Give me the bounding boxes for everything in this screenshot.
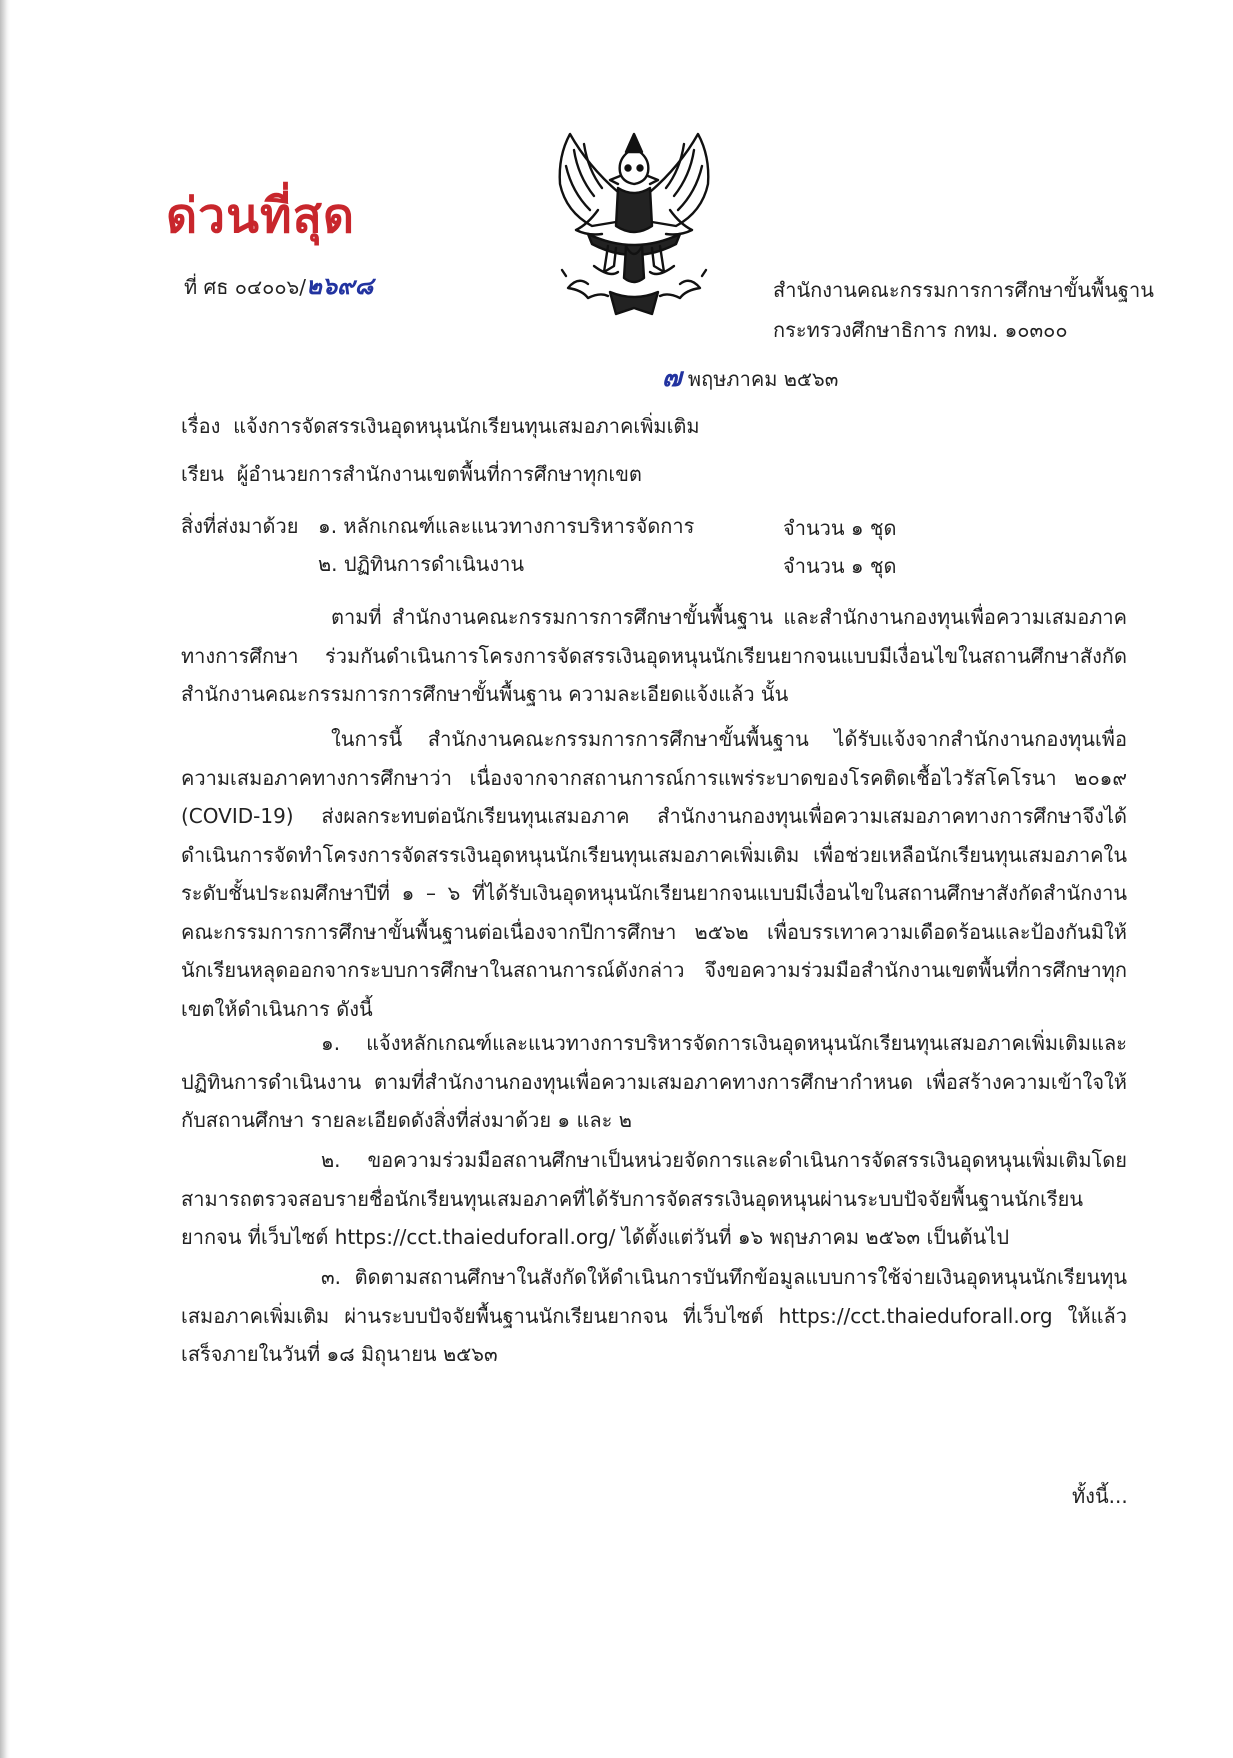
enclosure-item-name: ๑. หลักเกณฑ์และแนวทางการบริหารจัดการ — [318, 514, 695, 538]
enclosure-item-quantity: จำนวน ๑ ชุด — [783, 516, 897, 540]
subject-label: เรื่อง — [181, 414, 221, 438]
action-item — [181, 1258, 1127, 1374]
recipient-line — [181, 460, 642, 488]
garuda-emblem-icon — [548, 126, 720, 322]
enclosure-item-quantity: จำนวน ๑ ชุด — [783, 554, 897, 578]
action-item — [181, 1024, 1127, 1140]
date-month-year: พฤษภาคม ๒๕๖๓ — [687, 367, 839, 391]
paragraph-text: ในการนี้ สำนักงานคณะกรรมการการศึกษาขั้นพื้นฐาน ได้รับแจ้งจากสำนักงานกองทุนเพื่อความเสมอภาคทางการศึกษาว่า เนื่องจากจากสถานการณ์การแพร่ระบาดของโรคติดเชื้อไวรัสโคโรนา ๒๐๑๙ (COVID-19) ส่งผลกระทบต่อนักเรียนทุนเสมอภาค สำนักงานกองทุนเพื่อความเสมอภาคทางการศึกษาจึงได้ดำเนินการจัดทำโครงการจัดสรรเงินอุดหนุนนักเรียนทุนเสมอภาคเพิ่มเติม เพื่อช่วยเหลือนักเรียนทุนเสมอภาคในระดับชั้นประถมศึกษาปีที่ ๑ – ๖ ที่ได้รับเงินอุดหนุนนักเรียนยากจนแบบมีเงื่อนไขในสถานศึกษาสังกัดสำนักงานคณะกรรมการการศึกษาขั้นพื้นฐานต่อเนื่องจากปีการศึกษา ๒๕๖๒ เพื่อบรรเทาความเดือดร้อนและป้องกันมิให้นักเรียนหลุดออกจากระบบการศึกษาในสถานการณ์ดังกล่าว จึงขอความร่วมมือสำนักงานเขตพื้นที่การศึกษาทุกเขตให้ดำเนินการ ดังนี้ — [181, 727, 1127, 1021]
action-item-text: ๒. ขอความร่วมมือสถานศึกษาเป็นหน่วยจัดการและดำเนินการจัดสรรเงินอุดหนุนเพิ่มเติมโดยสามารถตรวจสอบรายชื่อนักเรียนทุนเสมอภาคที่ได้รับการจัดสรรเงินอุดหนุนผ่านระบบปัจจัยพื้นฐานนักเรียนยากจน ที่เว็บไซต์ https://cct.thaieduforall.org/ ได้ตั้งแต่วันที่ ๑๖ พฤษภาคม ๒๕๖๓ เป็นต้นไป — [181, 1148, 1127, 1249]
reference-label: ที่ ศธ ๐๔๐๐๖/ — [184, 275, 306, 299]
date-handwritten-day: ๗ — [662, 363, 682, 393]
reference-handwritten-number: ๒๖๙๘ — [306, 272, 374, 300]
enclosures-label: สิ่งที่ส่งมาด้วย — [181, 514, 299, 538]
reference-number — [184, 272, 373, 301]
sender-office: สำนักงานคณะกรรมการการศึกษาขั้นพื้นฐาน — [773, 278, 1154, 302]
action-item-text: ๓. ติดตามสถานศึกษาในสังกัดให้ดำเนินการบันทึกข้อมูลแบบการใช้จ่ายเงินอุดหนุนนักเรียนทุนเสมอภาคเพิ่มเติม ผ่านระบบปัจจัยพื้นฐานนักเรียนยากจน ที่เว็บไซต์ https://cct.thaieduforall.org ให้แล้วเสร็จภายในวันที่ ๑๘ มิถุนายน ๒๕๖๓ — [181, 1265, 1127, 1366]
body-paragraph — [181, 720, 1127, 1028]
continuation-marker: ทั้งนี้... — [1072, 1484, 1128, 1508]
urgency-stamp: ด่วนที่สุด — [166, 188, 356, 244]
action-item — [181, 1141, 1127, 1257]
recipient-text: ผู้อำนวยการสำนักงานเขตพื้นที่การศึกษาทุกเขต — [236, 462, 642, 486]
letter-date — [662, 364, 838, 393]
paragraph-text: ตามที่ สำนักงานคณะกรรมการการศึกษาขั้นพื้นฐาน และสำนักงานกองทุนเพื่อความเสมอภาคทางการศึกษา ร่วมกันดำเนินการโครงการจัดสรรเงินอุดหนุนนักเรียนยากจนแบบมีเงื่อนไขในสถานศึกษาสังกัดสำนักงานคณะกรรมการการศึกษาขั้นพื้นฐาน ความละเอียดแจ้งแล้ว นั้น — [181, 605, 1127, 706]
sender-address: กระทรวงศึกษาธิการ กทม. ๑๐๓๐๐ — [773, 318, 1068, 342]
action-item-text: ๑. แจ้งหลักเกณฑ์และแนวทางการบริหารจัดการเงินอุดหนุนนักเรียนทุนเสมอภาคเพิ่มเติมและปฏิทินการดำเนินงาน ตามที่สำนักงานกองทุนเพื่อความเสมอภาคทางการศึกษากำหนด เพื่อสร้างความเข้าใจให้กับสถานศึกษา รายละเอียดดังสิ่งที่ส่งมาด้วย ๑ และ ๒ — [181, 1031, 1127, 1132]
scan-edge-shadow — [0, 0, 10, 1758]
recipient-label: เรียน — [181, 462, 224, 486]
subject-text: แจ้งการจัดสรรเงินอุดหนุนนักเรียนทุนเสมอภาคเพิ่มเติม — [233, 414, 700, 438]
subject-line — [181, 412, 700, 440]
body-paragraph — [181, 598, 1127, 714]
enclosure-item-name: ๒. ปฏิทินการดำเนินงาน — [318, 552, 525, 576]
